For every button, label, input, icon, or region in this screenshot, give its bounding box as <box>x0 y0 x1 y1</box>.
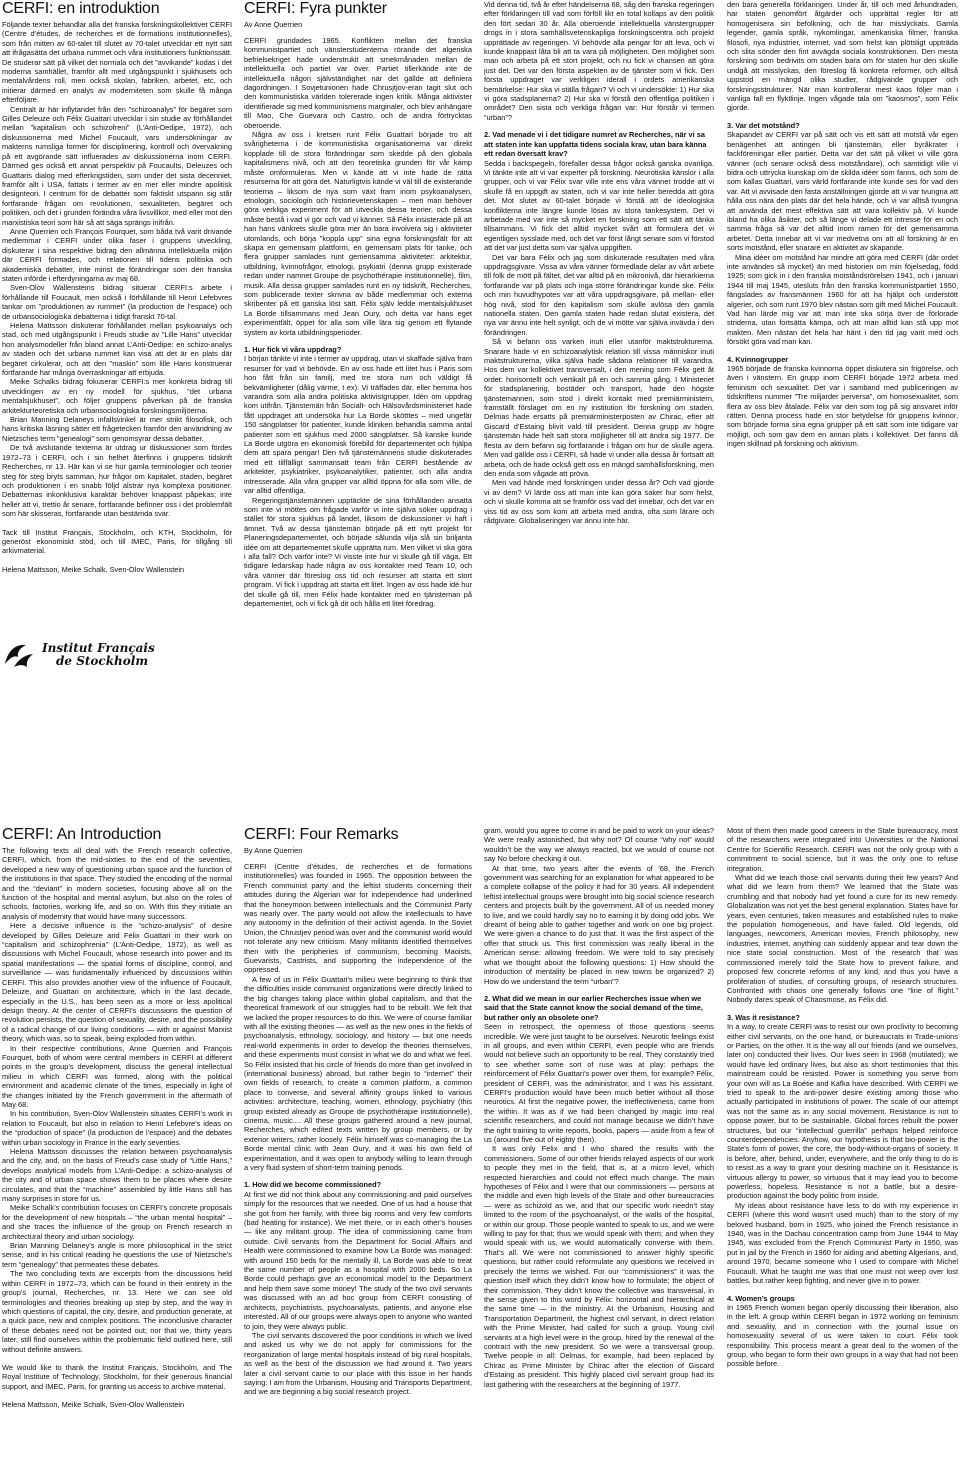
en-col3-paragraph: At that time, two years after the events of ’68, the French government was searching for an explanation for what appeared to be a complete collapse of the policy it had for 30 years. All independent leftist intellectual groups were brought into big social science research centers and projects built by the government. All of us needed money to live, and we could hardly say no to earning it by doing odd jobs. We dreamt of being able to gather together and work on one big project. We were given a chance to do just that. It was the first aspect of the offer that struck us. This first commission was really liberal in the American sense: allowing freedom. We were told to say precisely what we thought about the following questions: 1) How should the introduction of mentality be placed in new towns be organized? 2) How do we understand the term “urban”? <box>484 863 714 986</box>
sv-intro-paragraph: Centralt är här inflytandet från den ”schizoanalys” för begäret som Gilles Deleuze och Félix Guattari utvecklar i sin studie av förhållandet mellan ”kapitalism och schizofreni” (L’Anti-Oedipe, 1972), och diskussionerna med Michel Foucault, vars undersökningar av makterns rumsliga former för disciplinering, kontroll och övervakning på ett avgörande sätt influerades av diskussionerna inom CERFI. Därmed ges också ett annat perspektiv på Foucaults, Deleuzes och Guattaris dialog med efterkrigstiden, som under det sista decenniet, framför allt i USA, fattats i termer av en mer eller mindre apolitisk designteori. I centrum för de debatter som faktiskt utspann sig står fortfarande frågan om revolutionen, sexualiteten, begäret och politiken, och det i grunden förändra våra livsvillkor, med eller mot den marxistiska teori som här så att säga sprängs inifrån. <box>2 104 232 227</box>
sv-col4-heading-3: 3. Var det motstånd? <box>727 120 800 130</box>
en-four-paragraph: The civil servants discovered the poor conditions in which we lived and asked us why we do not apply for commissions for the reorganization of large mental hospitals instead of big rural hospitals, as well as the best of the discussion we had around it. Two years later a civil servant came to our place with this issue in her hands saying: I am from the Urbanism, Housing and Transports Department, and we are beginning a big social research project. <box>244 1330 472 1397</box>
en-intro-paragraph: Helena Mattsson discusses the relation between psychoanalysis and the city, and, on the basis of Freud’s case study of “Little Hans,” develops analytical models from L’Anti-Oedipe: a schizo-analysis of the city and of urban space shows them to be places where desire circulates, and that the “machine” assembled by little Hans still has many surprises in store for us. <box>2 1147 232 1204</box>
en-col3-paragraph: gram, would you agree to come in and be paid to work on your ideas? We were really astonished, but why not? Of course “why not” would wouldn’t be the way we always reacted, but we would of course not say No before checking it out. <box>484 826 714 864</box>
sv-intro-paragraph: Följande texter behandlar alla det franska forskningskollektivet CERFI (Centre d’études, de recherches et de formations institutionnelles), som från mitten av 60-talet till slutet av 70-talet utvecklar ett nytt sätt att ifrågasätta det urbana rummet och våra institutioners funktionssätt. De studerar sätt på vilket det normala och det ”avvikande” kodas i det moderna samhället, framför allt med utgångspunkt i sjukhusets och mentalvårdens roll, men också skolan, fabriken, arbetet, etc, och initierar därmed en analys av moderniteten som skulle få många efterföljare. <box>2 20 232 105</box>
sv-col3-paragraph: Så vi befann oss varken inuti eller utanför maktstrukturerna. Snarare hade vi en schizoanalytisk relation till vissa människor inuti maktstrukturerna, vilka själva hade sådana relationer till varandra. Hos dem var kollektivet transversalt, i den mening som Félix gett åt ordet: horisontellt och vertikalt på en och samma gång. I Ministeriet för stadsplanering, bostäder och transport, hade den högste tjänstemannen, som stod i direkt kontakt med premiärministern, framställt förslaget om en ny institution för forskning om staden. Delmas hade ersatts på premiärministerposten av Chirac, efter att Giscard d’Estaing blivit vald till president. Denna grupp av högre tjänstemän hade helt satt stora möjligheter till att ändra sig 1977. De flesta av dem befann sig fortfarande i frågan om hur de skulle agera. Men vad gällde oss i CERFI, så hade vi under alla dessa år fortsatt att arbeta, och de hade också gett oss en mängd samhällsforskning, men den enda som vågade att pröva. <box>484 337 714 478</box>
sv-col4-paragraph: Skapandet av CERFI var på sätt och vis ett sätt att motstå vår egen benägenhet att antingen bli tjänstemän, eller byråkrater i fackföreningar eller partier. Detta var det sätt på vilket vi ville göra vänner (och senare också dess motståndare), och samtidigt ville vi bidra och uttrycka kunskap om de skilda idéer som fanns, och som de som kallas Guattari, vars värld fortfarande inte kunde ses för vad den var. Att vi avvisade den fasta anställningen gjorde att vi var tvungna att hålla oss nära den plats där det hela hände, och vi var alltså tvungna att använda det mest effektiva sätt att vara kollektiv på. Vi kunde ibland ha olika åsikter, och så länge vi delade ett intresse för en och samma fråga så var det alltid inom ramen för det gemensamma arbetet. Detta innebar att vi var medvetna om att all forskning är en sorts motstånd, eller snarare en aktivitet av skapande. <box>727 130 958 253</box>
sv-intro-title: CERFI: en introduktion <box>2 0 160 17</box>
sv-four-title: CERFI: Fyra punkter <box>244 0 387 17</box>
en-four-title: CERFI: Four Remarks <box>244 826 399 843</box>
en-intro-title: CERFI: An Introduction <box>2 826 162 843</box>
en-col4-paragraph: Most of them then made good careers in the State bureaucracy, most of the researchers were integrated into Universities or the National Centre for Scientific Research. CERFI was not the only group with a commitment to social science, but it was the only one to refuse integration. <box>727 826 958 873</box>
sv-col3-paragraph: Vid denna tid, två år efter händelserna 68, såg den franska regeringen efter förklaringen till vad som förföll likt en total kollaps av den politik den fört sedan 30 år. Alla oberoende intellektuella vänstergrupper drogs in i stora samhällsvetenskapliga forskningscentra och projekt upprättade av regeringen. Vi behövde alla pengar för att leva, och vi kunde knappast låta bli att ta vara på möjligheten. Den möjlighet som man och arbeta på ett stort projekt, och nu fick vi chansen att göra just det. Det var den första aspekten av de tjänster som vi fick. Den första uppdraget var verkligen iderall i ordets amerikanska bemärkelse: Hur ska vi ställa frågan? Vi och vi undersökte: 1) Hur ska vi göra stadsplanerna? 2) Hur ska vi förstå den offentliga politiken i området? Den sista och verkliga frågan var: Hur förstår vi termen ”urban”? <box>484 0 714 122</box>
en-col3-paragraph: Seen in retrospect, the openness of those questions seems incredible. We were just taught to be ourselves. Neurotic feelings exist in all groups, and even within CERFI, even people who are friends would not believe such an opportunity to be real. They constantly tried to see whether some sort of ruse was at play: perhaps the reinforcement of Félix Guattari’s power over them, for example? Félix, president of CERFI, was the administrator, and I was his assistant. CERFI’s production would have been much better without all those neurotics. At first the negative power, the ineffectiveness, came from the within. It was as if we had been changed by magic into real scientific researchers, and could not manage because we didn’t have the right training to write reports, books, papers — aside from a few of us (around five out of eighty then). <box>484 1022 714 1144</box>
sv-four-paragraph: I början tänkte vi inte i termer av uppdrag, utan vi skaffade själva fram resurser för vad vi behövde. En av oss hade ett litet hus i Paris som hon fått från sin familj, med tre stora rum och väldigt få bekvämligheter (dålig värme, t ex). Vi träffades där, eller hemma hos varandra som alla andra politiska aktivistgrupper. Idén om uppdrag kom utifrån. Tjänstemän från Socialt- och Hälsovårdsministeriet hade fått uppdraget att undersöka hur La Borde skötttes – med ungefär 150 sängplatser för patienter, kunde kliniken behandla samma antal patienter som ett sjukhus med 2000 sängplatser. Så kanske kunde La Borde utgöra en ekonomisk förebild för departementet och hjälpa dem att spara pengar! Den två tjänstemännens studie diskuterades med ett tillfälligt sammansatt team från CERFI bestående av arkitekter, psykiatriker, psykoanalytiker, patienter, och alla andra intresserade. Alla våra grupper var alltid öppna för alla som ville, de var alltid offentliga. <box>244 354 472 496</box>
en-intro-paragraph: Meike Schalk’s contribution focuses on CERFI’s concrete proposals for the development of new hospitals – “the urban mental hospital” – and she traces the influence of the group on French research in architectural theory and urban sociology. <box>2 1203 232 1241</box>
sv-intro-paragraph: De två avslutande texterna är utdrag ur diskussioner som fördes 1972–73 i CERFI, och i sin helhet återfinns i gruppens tidskrift Recherches, nr 13. Här kan vi se hur gamla terminologier och teorier steg för steg bryts samman, hur frågor om kapitalet, staden, begäret och produktionen i en snabb följd alstrar nya komplexa positioner. Debatternas inkonklusiva karaktär behöver knappast påpekas; inte heller att vi, trettio år senare, fortfarande befinner oss i det problemfält som här skisseras, fortfarande utan bestämda svar. <box>2 443 232 519</box>
sv-intro-paragraph: Meike Schalks bidrag fokuserar CERFI:s mer konkreta bidrag till utvecklingen av en ny modell för sjukhus, ”det urbana mentalsjukhuset”, och följer gruppens påverkan på de franska arkitekturteoretiska och urbansociologiska forskningsmiljöerna. <box>2 377 232 415</box>
en-intro-paragraph: In their respective contributions, Anne Querrien and François Fourquet, both of whom were central members in CERFI at different points in the group’s development, discuss the general intellectual milieu in which CERFI was formed, along with the political environment and academic climate of the times, especially in light of the changes initiated by the French government in the aftermath of May 68. <box>2 1043 232 1109</box>
en-intro-column <box>2 826 232 1410</box>
institut-francais-emblem-icon <box>2 640 36 670</box>
sv-intro-paragraph: Brian Manning Delaneys infallsvinkel är mer strikt filosofisk, och hans kritiska läsning sätter ett frågetecken framför den användning av Nietzsches term ”genealogi” som genomsyrar dessa debatter. <box>2 415 232 443</box>
en-four-column <box>244 826 472 1397</box>
sv-col3-paragraph: Det var bara Félix och jag som diskuterade resultaten med våra uppdragsgivare. Vissa av våra vänner förmedlade delar av vårt arbete till folk de mött på fältet, det var alltid på en mikronivå, där hierarkierna fortfarande var på plats och inga större förändringar kunde ske. Félix och min huvudhypotes var att våra uppdragsgivare, på mellan- eller hög nivå, stod för den kapitalism som skulle avlösa den gamla nationella staten. Den gamla staten hade redan slutat existera, det nya var ännu inte helt synligt, och de vi mötte var själva invävda i den förändringen. <box>484 252 714 337</box>
en-col3-heading-2: 2. What did we mean in our earlier Recherches issue when we said that the State cannot know the social demand of the time, but rather only an obsolete one? <box>484 993 703 1022</box>
institut-francais-logo <box>2 640 155 670</box>
en-four-paragraph: At first we did not think about any commissioning and paid ourselves simply for the resources that we needed. One of us had a house that she got from her family, with three big rooms and very few comforts (bad heating for instance). We met there, or in each other’s houses — like any militant group. The idea of commissioning came from outside. Civil servants from the Department for Social Affairs and Health were commissioned to examine how La Borde was managed: with around 150 beds for the mentally ill, La Borde was able to treat the same number of people as a hospital with 2000 beds. So La Borde could perhaps give an economical model to the Department and help them save some money! The study of the two civil servants was discussed with an ad hoc group from CERFI consisting of architects, psychiatrists, psychoanalysts, patients, and anyone else interested. All of our groups were always open to anyone who wanted to join, they were always public. <box>244 1189 472 1331</box>
sv-intro-paragraph: Sven-Olov Wallensteins bidrag situerar CERFI:s arbete i förhållande till Foucault, men också i förhållande till Henri Lefebvres tankar om ”produktionen av rummet” (la production de l’espace) och de urbansociologiska debatterna i tidigt franskt 70-tal. <box>2 283 232 321</box>
sv-col4-paragraph: Mina idéer om motstånd har mindre att göra med CERFI (där ordet inte användes så mycket) än med historien om min föjelsedag, född 1925; som gick in i den franska motståndsrörelsen 1941, och i januari 1944 till maj 1945, utesluts från den franska kommunistpartiet 1950, fängslades av fransmännen 1960 för att ha hjälpt och understött algerier, och som runt 1970 blev nästan som gift med Michel Foucault. Vad han lärde mig var att man inte ska sörja över de förlorade striderna, utan fortsätta kämpa, och att man alltid kan stå upp mot makten. Men nästan det hela har hänt i den tid jag varit med och försökt göra vad man kan. <box>727 252 958 347</box>
en-column-3 <box>484 826 714 1389</box>
sv-intro-column <box>2 0 232 574</box>
en-intro-paragraph: Brian Manning Delaney’s angle is more philosophical in the strict sense, and in his critical reading he questions the use of Nietzsche’s term “genealogy” that permeates these debates. <box>2 1241 232 1269</box>
sv-col4-heading-4: 4. Kvinnogrupper <box>727 354 789 364</box>
en-intro-thanks: We would like to thank the Institut Français, Stockholm, and The Royal Institute of Technology, Stockholm, for their generous financial support, and IMEC, Paris, for granting us access to archive material. <box>2 1362 232 1391</box>
sv-four-heading-1: 1. Hur fick vi våra uppdrag? <box>244 345 342 354</box>
en-four-byline: By Anne Querrien <box>244 846 303 855</box>
en-four-paragraph: A few of us in Félix Guattari’s milieu were beginning to think that the difficulties inside communist organizations were directly linked to the big changes taking place within global capitalism, and that the theoretical framework of our struggles had to be rebuilt. We felt that we lacked the proper resources to do this. We were of course familiar with all the existing theories — as well as the new ones in the fields of psychoanalysis, ethnology, sociology, and history — but one needs real-world experiments in order to develop the theories themselves, and these experiments must consist in what we do and what we feel. So Félix insisted that his circle of friends do more than get involved in (international business) abroad, but rather begin to “internet” their own fields of research, to create a common platform, a common place to converse, and several affinity groups linked to various activities: architecture, teaching, women, ethnology, psychiatry (this group existed already as Groupe de psychothérapie institutionnelle), cinema, music.... All these groups gathered around a new journal, Recherches, which edited texts written by group members, or by exterior writers, rather loosely. Félix himself was co-managing the La Borde mental clinic with Jean Oury, and it was his own field of experimentation, and it was open to anybody willing to learn through a very fluid system of short-term training periods. <box>244 974 472 1172</box>
sv-column-3 <box>484 0 714 525</box>
en-intro-paragraph: The following texts all deal with the French research collective, CERFI, which, from the mid-sixties to the end of the seventies, developed a new way of questioning urban space and the function of the institutions in that space. They studied the encoding of the normal and the “deviant” in modern societies, focusing above all on the function of the hospital and mental asylum, but also on the roles of schools, factories, working life, and so on. With this they initiate an analysis of modernity that would have many successors. <box>2 846 232 921</box>
sv-four-paragraph: Regeringstjänstemännen upptäckte de sina förhållanden ansatta som inte vi möttes om frågade varför vi inte själva söker uppdrag i stället för stora sjukhus på landet, liksom de diskussioner vi haft i ämnet. Två av dessa tjänstemän började på ett nytt projekt för Planeringsdepartementet, och började sålunda vilja slå sin briljanta idée om att departementet skulle upprätta rum. Men vilket vi ska göra i alla fall? Och varför inte? Vi visste inte hur vi skulle gå till väga. Ett tidigare ledarskap hade några av oss kontakter med Team 10, och våra vänner där föreslog oss tid och resurser att starta ett stort program. Vi fick i uppdrag att starta ett litet. Ingen av oss hade idé hur det skulle gå till, men Félix hade kontakter med en tjänsteman på departementet, och vi fick gå dit och hålla ett litet föredrag. <box>244 495 472 608</box>
sv-intro-thanks: Tack till Institut Français, Stockholm, och KTH, Stockholm, för generöst ekonomiskt stöd, och till IMEC, Paris, för tillgång till arkivmaterial. <box>2 527 232 556</box>
sv-col3-heading-2: 2. Vad menade vi i det tidigare numret av Recherches, när vi sa att staten inte kan uppfatta tidens sociala krav, utan bara känna ett redan översatt krav? <box>484 130 707 159</box>
swedish-section <box>0 0 960 680</box>
sv-four-byline: Av Anne Querrien <box>244 20 303 29</box>
en-col4-heading-4: 4. Women’s groups <box>727 1293 795 1303</box>
en-col4-paragraph: In a way, to create CERFI was to resist our own proclivity to becoming either civil servants, on the one hand, or bureaucrats in Trade-unions or Parties, on the other. It is the way all our friends (and we ourselves, later on) conducted their lives. Our lives seen in 1968 (mutilated); we would have led ordinary lives, but also as short testimonies that this mainstream could be resisted. Power is something you serve from your own will as La Boétie and Kafka have described. With CERFI we tried to speak to the anti-power desire existing among those who actually participated in institutions of power. The scale of our attempt was not the same as in any social movement. Resistance is not to oppose power, but to be sustainable. Global forces rebuilt the power structures, but our “intellectual guerrilla” perhaps helped reinforce counterdependencies. Anyhow, our hypothesis is that bio-power is the State’s form of power, the core, the body-without-organs of society. It is before, after, behind, under, everywhere, and the only thing to do is to resist as a way to grant your desiring machine on it. Resistance is virtuous allergy to power, so virtuous that it may lead you to become powerless, hopeless. Resistance is not a battle, but a desire-production against the body politic from inside. <box>727 1022 958 1201</box>
en-col3-paragraph: It was only Felix and I who shared the results with the commissioners. Some of our other friends relayed aspects of our work to people they met in the field, that is, at a micro level, which respected hierarchies and could not effect much change. The main hypotheses of Félix and I were that our commissioners — persons at the middle and even high levels of the State and other bureaucracies — were as schizoid as we, and that our specific work needn’t stay limited to the room of the psychoanalyst, or the walls of the hospital, or within our group. Those people wanted to speak to us, and we were willing to pay for that; thus we would speak with them; and when they would speak with us, we would automatically converse with them. That’s all. We were not commissioned to answer highly specific questions, but rather could reformulate any questions we received in precisely the terms we wished. For our “commissioners” it was the question itself which they didn’t know how to formulate; the object of their commission. They didn’t know the collective was transversal, in the sense given to this word by Félix: horizontal and hierarchical at the same time — in the ministry. At the Urbanism, Housing and Transportation Department, the highest civil servant, in direct relation with the Prime Minister, had called for such a group. Young civil servants at a high level were in the group, hired by the renewal of the contract with the new president. So we were a transversal group. Twelve people in all: Delmas, for example, had been replaced by Chirac as Prime Minister by Chirac after the election of Giscard d’Estaing as president. This highly placed civil servant group had its last gathering with the researchers at the beginning of 1977. <box>484 1144 714 1389</box>
en-intro-signature: Helena Mattsson, Meike Schalk, Sven-Olov Wallenstein <box>2 1400 185 1410</box>
english-section <box>0 826 960 1466</box>
sv-col3-paragraph: Sedda i backspegeln, förefaller dessa frågor också ganska ovanliga. Vi tänkte inte att vi var experter på forskning. Neurotiska känslor i alla grupper, och vi var Félix svar ville inte ens våra vänner trodde att vi skulle få en uppgift av staten, och vi var inte heller beredda att göra det. Mot slutet av 60-talet började vi förstå att de ideologiska konflikterna inte längre kunde lösas av stora tankesystem. Det vi arbetade med var inte så mycket en forskning som ett sätt att tänka tillsammans. Vi fick det alltid mycket svårt att formulera det vi egentligen sysslade med, och det var först långt senare som vi förstod att det var just detta som var själva uppgiften. <box>484 158 714 253</box>
sv-intro-paragraph: Helena Mattsson diskuterar förhållandet mellan psykoanalys och stad, och med utgångspunkt i Freuds studie av ”Lille Hans” utvecklar hon analysmodeller från bland annat L’Anti-Oedipe: en schizo-analys av staden och det urbana rummet kan visa att det är en plats där begäret cirkulerar, och att den ”maskin” som lille Hans konstruerar fortfarande har många överraskningar att erbjuda. <box>2 321 232 378</box>
institut-francais-wordmark: Institut Français de Stockholm <box>42 641 155 668</box>
sv-intro-signature: Helena Mattsson, Meike Schalk, Sven-Olov Wallenstein <box>2 564 185 574</box>
sv-column-4 <box>727 0 958 449</box>
en-col4-paragraph: My ideas about resistance have less to do with my experience in CERFI (where this word wasn’t used much) than to the story of my beloved husband, born in 1925, who joined the French resistance in 1940, was in the Dachau concentration camp from June 1944 to May 1945, was excluded from the French Communist Party in 1950, was put in jail by the French in 1960 for aiding and abetting Algerians, and, around 1970, became someone who I used to compare with Michel Foucault. What he taught me was that one must not weep over lost battles, but rather keep fighting, and never give in to power. <box>727 1200 958 1286</box>
sv-col3-paragraph: Men vad hände med forskningen under dessa år? Och vad gjorde vi av dem? Vi lärde oss att man inte kan göra saker hur som helst, och vi skulle komma att se framför oss vad det innebar, och det var en viss tid av oss som kom att arbeta med andra, ofta som lärare och rådgivare. Globaliseringen var ännu inte här. <box>484 478 714 525</box>
en-intro-paragraph: The two concluding texts are excerpts from the discussions held within CERFI in 1972–73, which can be found in their entirety in the group’s journal, Recherches, nr. 13. Here we can see old terminologies and theories breaking up step by step, and the way in which questions of capital, the city, desire, and production generate, at a quick pace, new and complex positions. The inconclusive character of these debates need not be pointed out; nor that we, thirty years later, still find ourselves within the problematic field outlined here, still without definite answers. <box>2 1269 232 1354</box>
en-intro-paragraph: Here a decisive influence is the “schizo-analysis” of desire developed by Gilles Deleuze and Félix Guattari in their work on “capitalism and schizophrenia” (L’Anti-Oedipe, 1972), as well as discussions with Michel Foucault, whose research into power and its spatial manifestations — the spatial forms of discipline, control, and surveillance — was fundamentally influenced by discussions within CERFI. This also provides another view of the influence of Foucault, Deleuze, and Guattari on architecture, which in the last decade, especially in the U.S., has been seen as a more or less apolitical design theory. At the center of CERFI’s discussions the question of revolution persists, the question of sexuality, desire, and the possibility of a radical change of our living conditions — with or against Marxist theory, which was, so to speak, being exploded from within. <box>2 921 232 1044</box>
en-four-paragraph: CERFI (Centre d’études, de recherches et de formations institutionnelles) was founded in 1965. The opposition between the French communist party and the leftist students concerning their attitudes during the Algerian war for independence had underlined that the honeymoon between intellectuals and the Communist Party was nearly over. The party would not allow the intellectuals to have any autonomy in the definition of their activist agenda. In the Soviet Union, the Chrustjev period was over and the communist world would not tolerate any new criticism. Many militants identified themselves then with the peripheries of communism, becoming Maoists, Guevarists, Castrists, and supporting the independence of the oppressed. <box>244 862 472 975</box>
en-intro-paragraph: In his contribution, Sven-Olov Wallenstein situates CERFI’s work in relation to Foucault, but also in relation to Henri Lefebvre’s ideas on the “production of space” (la production de l’espace) and the debates within urban sociology in France in the early seventies. <box>2 1109 232 1147</box>
en-four-heading-1: 1. How did we become commissioned? <box>244 1180 382 1190</box>
sv-col4-paragraph: den bara generella förklaringen. Under år, till och med århundraden, har staten genomfört åtgärder och upprättat regler för att homogenisera sin befolkning, och de har misslyckats. Gamla legender, gamla språk, nykomlingar, amerikanska filmer, franska filosofi, nya industrier, internet, vad som helst kan plötsligt uppträda och slita sönder den fint avvägda sociala konstruktionen. Den mesta forskning som bedrivits om staden bara om för staten hur den skulle undgå att misslyckas, den föreslog få konkreta reformer, och alltså uppstod en mängd olika studier, rådgivande grupper och forskningsstrukturer. När man kontrollerar mest kaos följer man i vanliga fall en flyktlinje. Ingen vågade tala om ”kaosmos”, som Félix gjorde. <box>727 0 958 113</box>
sv-four-paragraph: Några av oss i kretsen runt Félix Guattari började tro att svårigheterna i de kommunistiska organisationerna var direkt kopplade till de stora förändringar som skedde på den globala kapitalismens nivå, och att den teoretiska grunden för vår kamp måste omformuleras. Men vi kände att vi inte hade de rätta resurserna för att göra det. Naturligtvis kände vi väl till de existerande teorierna – liksom de nya som växt fram inom psykoanalysen, etnologin, sociologin och historievetenskapen – men man behöver göra verkliga experiment för att utveckla dessa teorier, och dessa måste bestå i vad vi gör och vad vi känner. Så Félix insisterade på att han hans vänkrets skulle göra mer än bara involvera sig i aktiviteter utomlands, och börja ”koppla upp” sina egna forskningsfält för att skapa en gemensam plattform, en gemensam plats för tanke, och flera grupper samlades runt gemensamma aktiviteter: arkitektur, utbildning, kvinnofrågor, etnologi, psykiatri (denna grupp existerade redan under namnet Groupe de psychothérapie institutionnelle), film, musik. Alla dessa grupper samlades runt en ny tidskrift, Recherches, som publicerade texter skrivna av både medlemmar och externa skribenter på ett ganska löst sätt. Félix själv ledde mentalsjukhuset La Borde tillsammans med Jean Oury, och detta var hans eget experimentfält, öppet för alla som ville lära sig genom ett flytande system av korta utbildningsperioder. <box>244 130 472 337</box>
en-col4-paragraph: In 1965 French women began openly discussing their liberation, also in the left. A group within CERFI began in 1972 working on feminism and sexuality, and in connection with the journal issue on homosexuality several of us were taken to court. Félix took responsibility. This process meant a great deal to the women of the group, who began to form their own groups in a way that had not been possible before. <box>727 1302 958 1369</box>
sv-four-paragraph: CERFI grundades 1965. Konflikten mellan det franska kommunistpartiet och vänsterstudenterna rörande det algeriska befrielsekriget hade understrukit att smekmånaden mellan de intellektuella och partiet var över. Partiet tillerkände inte de intellektuella någon självständighet när det gällde att definiera dagordningen. I Sovjetunionen hade Chrusjtjov-eran tagit slut och den kommunistiska världen tolererade ingen kritik. Många aktivister identifierade sig med kommunismens marginaler, och blev anhängare till Mao, Che Guevara och Castro, och de andra förtrycktas oberoende. <box>244 36 472 130</box>
sv-intro-paragraph: Anne Querrien och François Fourquet, som båda två varit drivande medlemmar i CERFI under olika faser i gruppens utveckling, diskuterar i sina respektive bidrag den allmänna intellektuella miljön där CERFI formades, och relationen till tidens politiska och akademiska debatter, inte minst de förändringar som den franska staten införde i efterdyningarna av maj 68. <box>2 226 232 283</box>
en-col4-heading-3: 3. Was it resistance? <box>727 1012 800 1022</box>
en-column-4 <box>727 826 958 1369</box>
sv-col4-paragraph: 1965 började de franska kvinnorna öppet diskutera sin frigörelse, och även i vänstern. En grupp inom CERFI började 1972 arbeta med feminism och sexualitet. Det var i samband med publiceringen av tidskriftens nummer ”Tre miljarder perversa”, om homosexualitet, som flera av oss blev åtalade. Félix var den som tog på sig ansvaret inför rätten. Denna process hade en stor betydelse för gruppens kvinnor, som började forma sina egna grupper på ett sätt som inte tidigare var möjligt, och som gav dem en annan plats i kollektivet. Det fanns då ingen skillnad på forskning och aktivism. <box>727 364 958 449</box>
sv-four-column <box>244 0 472 608</box>
en-col4-paragraph: What did we teach those civil servants during their few years? And what did we learn from them? We learned that the State was crumbling and that nobody had yet found a cure for its new remedy. Globalization was not yet the best general explanation. States have for years, even centuries, taken measures and established rules to make the population homogeneous, and have failed. Old legends, old languages, newcomers, American movies, French philosophy, new industries, internet, anything can suddenly appear and tear down the nice state social construction. Most of the research that was commissioned merely told the State how to prevent failure, and proposed few concrete reforms of any kind, and thus you have a proliferation of studies, of consulting groups, of research structures. Confronted with chaos one generally follows one “line of flight.” Nobody dares speak of Chaosmose, as Félix did. <box>727 873 958 1005</box>
